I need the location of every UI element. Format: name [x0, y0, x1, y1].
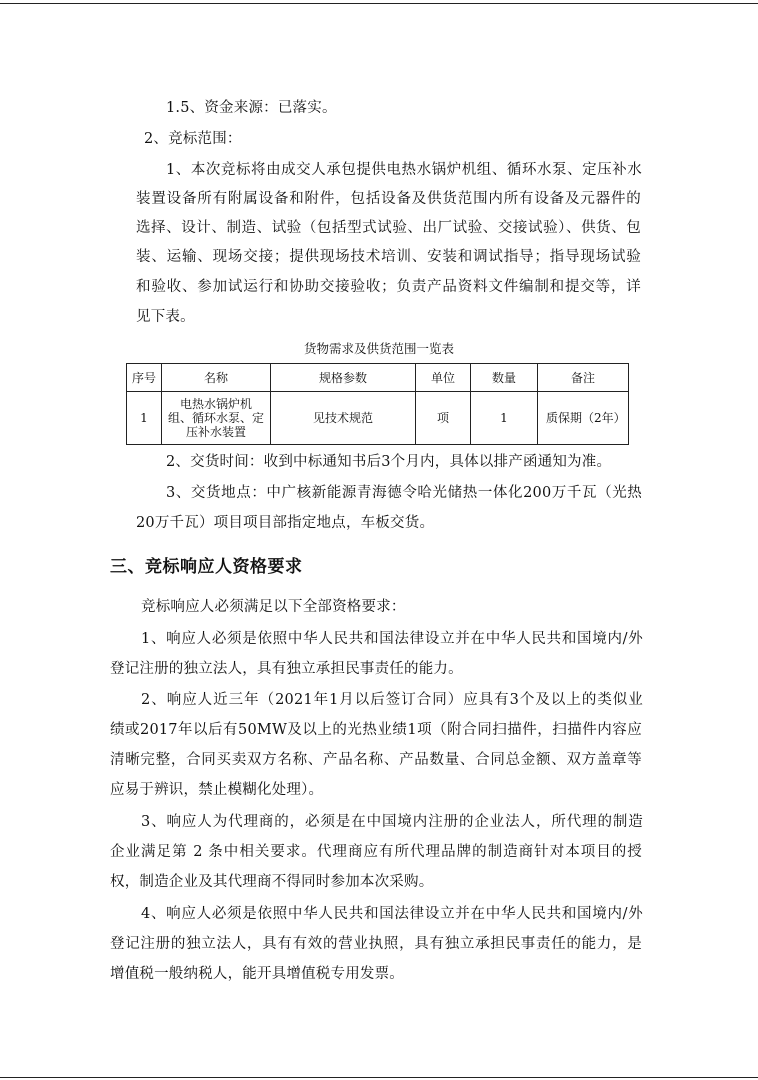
cell-no: 1 — [127, 392, 162, 445]
scope-line-3: 选择、设计、制造、试验（包括型式试验、出厂试验、交接试验）、供货、包 — [136, 220, 641, 236]
header-rule — [0, 3, 758, 4]
footer-rule — [0, 1077, 758, 1078]
requirements-intro: 竞标响应人必须满足以下全部资格要求： — [141, 599, 406, 615]
table-header-row — [127, 364, 629, 392]
req2-line-3: 清晰完整，合同买卖双方名称、产品名称、产品数量、合同总金额、双方盖章等 — [110, 752, 642, 768]
header-name: 名称 — [162, 364, 271, 392]
scope-line-6: 见下表。 — [136, 309, 195, 325]
req2-line-4: 应易于辨识，禁止模糊化处理）。 — [110, 782, 324, 798]
table-row — [127, 392, 629, 445]
req3-line-3: 权，制造企业及其代理商不得同时参加本次采购。 — [110, 874, 434, 890]
header-spec: 规格参数 — [271, 364, 416, 392]
cell-spec: 见技术规范 — [271, 392, 416, 445]
cell-qty: 1 — [471, 392, 538, 445]
cell-name-line: 电热水锅炉机 — [179, 397, 252, 411]
table-caption: 货物需求及供货范围一览表 — [303, 341, 454, 356]
scope-line-2: 装置设备所有附属设备和附件，包括设备及供货范围内所有设备及元器件的 — [136, 191, 641, 207]
req2-line-2: 绩或2017年以后有50MW及以上的光热业绩1项（附合同扫描件，扫描件内容应 — [110, 722, 642, 738]
delivery-time: 2、交货时间：收到中标通知书后3个月内，具体以排产函通知为准。 — [166, 454, 612, 470]
cell-name — [162, 392, 271, 445]
cell-name-line: 压补水装置 — [185, 425, 246, 439]
req3-line-2: 企业满足第 2 条中相关要求。代理商应有所代理品牌的制造商针对本项目的授 — [110, 844, 642, 860]
req1-line-2: 登记注册的独立法人，具有独立承担民事责任的能力。 — [110, 661, 463, 677]
req3-line-1: 3、响应人为代理商的，必须是在中国境内注册的企业法人，所代理的制造 — [141, 814, 643, 830]
req4-line-2: 登记注册的独立法人，具有有效的营业执照，具有独立承担民事责任的能力，是 — [110, 936, 642, 952]
scope-title: 2、竞标范围： — [144, 131, 242, 147]
scope-line-4: 装、运输、现场交接；提供现场技术培训、安装和调试指导；指导现场试验 — [136, 249, 641, 265]
req4-line-3: 增值税一般纳税人，能开具增值税专用发票。 — [110, 966, 404, 982]
cell-name-line: 组、循环水泵、定 — [167, 411, 264, 425]
scope-line-5: 和验收、参加试运行和协助交接验收；负责产品资料文件编制和提交等，详 — [136, 279, 641, 295]
req4-line-1: 4、响应人必须是依照中华人民共和国法律设立并在中华人民共和国境内/外 — [141, 906, 643, 922]
delivery-place-line-1: 3、交货地点：中广核新能源青海德令哈光储热一体化200万千瓦（光热 — [166, 485, 642, 501]
header-qty: 数量 — [471, 364, 538, 392]
supply-scope-table — [126, 363, 629, 445]
header-unit: 单位 — [416, 364, 471, 392]
cell-remark: 质保期（2年） — [538, 392, 629, 445]
delivery-place-line-2: 20万千瓦）项目项目部指定地点，车板交货。 — [136, 515, 435, 531]
scope-line-1: 1、本次竞标将由成交人承包提供电热水锅炉机组、循环水泵、定压补水 — [166, 162, 642, 178]
cell-unit: 项 — [416, 392, 471, 445]
section-heading: 三、竞标响应人资格要求 — [110, 557, 303, 577]
header-no: 序号 — [127, 364, 162, 392]
req2-line-1: 2、响应人近三年（2021年1月以后签订合同）应具有3个及以上的类似业 — [141, 692, 643, 708]
funding-source: 1.5、资金来源：已落实。 — [166, 100, 337, 116]
req1-line-1: 1、响应人必须是依照中华人民共和国法律设立并在中华人民共和国境内/外 — [141, 631, 643, 647]
header-remark: 备注 — [538, 364, 629, 392]
